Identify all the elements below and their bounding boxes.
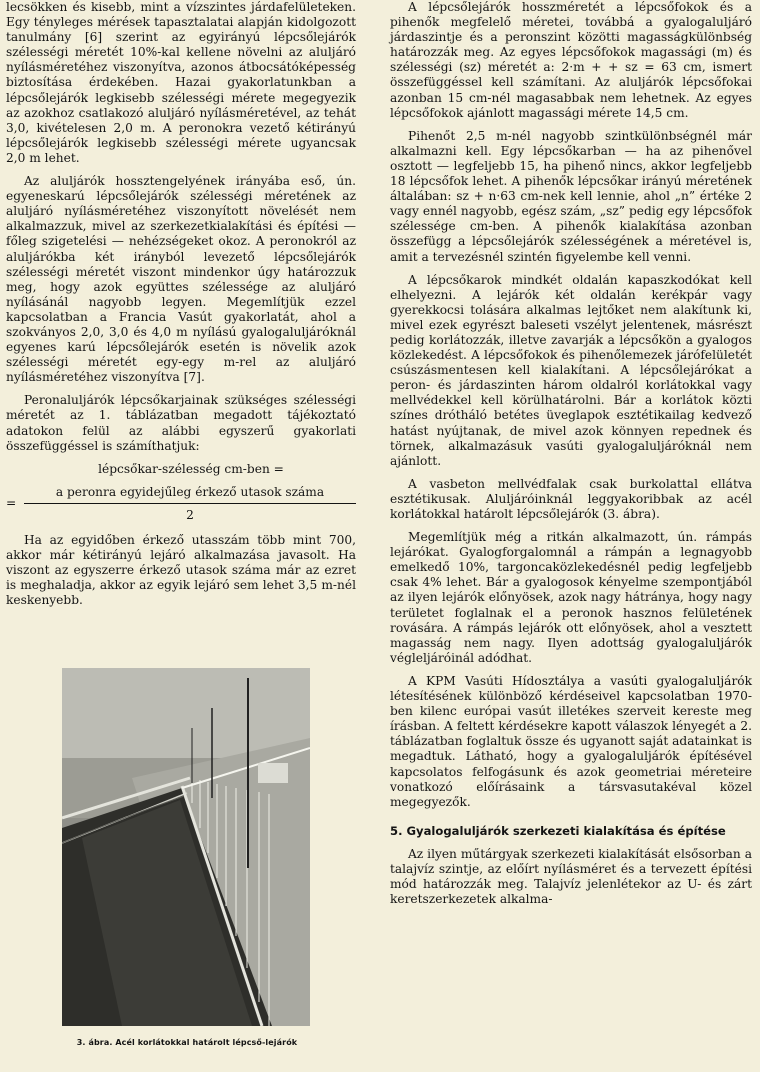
figure-3-photo — [62, 668, 310, 1026]
formula-denominator: 2 — [186, 507, 194, 522]
paragraph: Az aluljárók hossztengelyének irányába eső, ún. egyeneskarú lépcsőlejárók szélességi méretének az aluljáró nyílásméretéhez viszonyított növelését nem alkalmazzuk, mivel az szerkezetkialakítási és építési — főleg szigetelési — nehézségeket okoz. A peronokról az aluljárókba két irányból levezető lépcsőlejárók szélességi méretét viszont mindenkor úgy határozzuk meg, hogy azok együttes szélessége az aluljáró nyílásánál nagyobb legyen. Megemlítjük ezzel kapcsolatban a Francia Vasút gyakorlatát, ahol a szokványos 2,0, 3,0 és 4,0 m nyílású gyalogaluljáróknál egyenes karú lépcsőlejárók esetén is növelik azok szélességi méretét egy-egy m-rel az aluljáró nyílásméretéhez viszonyítva [7]. — [6, 174, 356, 385]
paragraph: A vasbeton mellvédfalak csak burkolattal ellátva esztétikusak. Aluljáróinknál leggyakoribbak az acél korlátokkal határolt lépcsőlejárók (3. ábra). — [390, 476, 752, 521]
paragraph: Az ilyen műtárgyak szerkezeti kialakítását elsősorban a talajvíz szintje, az előírt nyílásméret és a tervezett építési mód határozzák meg. Talajvíz jelenlétekor az U- és zárt keretszerkezetek alkalma- — [390, 846, 752, 907]
figure-caption: 3. ábra. Acél korlátokkal határolt lépcső-lejárók — [76, 1038, 298, 1047]
formula-equals: = — [6, 496, 17, 511]
left-column — [6, 0, 356, 616]
paragraph: lecsökken és kisebb, mint a vízszintes járdafelületeken. Egy tényleges mérések tapasztalatai alapján kidolgozott tanulmány [6] szerint az egyirányú lépcsőlejárók szélességi méretét 10%-kal kellene növelni az aluljáró nyílásméretéhez viszonyítva, azonos átbocsátóképesség biztosítása érdekében. Hazai gyakorlatunkban a lépcsőlejárók legkisebb szélességi mérete megegyezik az azokhoz csatlakozó aluljáró nyílásméretével, az tehát 3,0, kivételesen 2,0 m. A peronokra vezető kétirányú lépcsőlejárók legkisebb szélességi mérete ugyancsak 2,0 m lehet. — [6, 0, 356, 165]
paragraph: A lépcsőlejárók hosszméretét a lépcsőfokok és a pihenők megfelelő méretei, továbbá a gyalogaluljáró járdaszintje és a peronszint közötti magasságkülönbség határozzák meg. Az egyes lépcsőfokok magassági (m) és szélességi (sz) méretét a: 2·m + + sz = 63 cm, ismert összefüggéssel kell számítani. Az aluljárók lépcsőfokai azonban 15 cm-nél magasabbak nem lehetnek. Az egyes lépcsőfokok ajánlott magassági mérete 14,5 cm. — [390, 0, 752, 120]
paragraph: Peronaluljárók lépcsőkarjainak szükséges szélességi méretét az 1. táblázatban megadott tájékoztató adatokon felül az alábbi egyszerű gyakorlati összefüggéssel is számíthatjuk: — [6, 393, 356, 453]
paragraph: Megemlítjük még a ritkán alkalmazott, ún. rámpás lejárókat. Gyalogforgalomnál a rámpán a legnagyobb emelkedő 10%, targoncaközlekedésnél pedig legfeljebb csak 4% lehet. Bár a gyalogosok kényelme szempontjából az ilyen lejárók előnyösek, azok nagy hátránya, hogy nagy területet foglalnak el a peronok hasznos felületének rovására. A rámpás lejárók ott előnyösek, ahol a vesztett magasság nem nagy. Ilyen adottság gyalogaluljárók végleljáróinál adódhat. — [390, 530, 752, 665]
formula-numerator: a peronra egyidejűleg érkező utasok száma — [24, 485, 356, 504]
paragraph: A lépcsőkarok mindkét oldalán kapaszkodókat kell elhelyezni. A lejárók két oldalán kerékpár vagy gyerekkocsi tolására alkalmas lejtőket nem alakítunk ki, mivel ezek egyrészt baleseti vszélyt jelentenek, másrészt pedig korlátozzák, illetve zavarják a lépcsőkön a gyalogos közlekedést. A lépcsőfokok és pihenőlemezek járófelületét csúszásmentesen kell kialakítani. A lépcsőlejárókat a peron- és járdaszinten három oldalról korlátokkal vagy mellvédekkel kell körülhatárolni. Bár a korlátok közti színes drótháló betétes üveglapok esztétikailag kedvező hatást nyújtanak, de mivel azok könnyen repednek és törnek, alkalmazásuk vasúti gyalogaluljáróknál nem ajánlott. — [390, 272, 752, 468]
section-heading: 5. Gyalogaluljárók szerkezeti kialakítása és építése — [390, 823, 726, 838]
paragraph: A KPM Vasúti Hídosztálya a vasúti gyalogaluljárók létesítésének különböző kérdéseivel kapcsolatban 1970-ben kilenc európai vasút illetékes szerveit kereste meg írásban. A feltett kérdésekre kapott válaszok lényegét a 2. táblázatban foglaltuk össze és ugyanott saját adatainkat is megadtuk. Látható, hogy a gyalogaluljárók építésével kapcsolatos felfogásunk és azok geometriai méreteire vonatkozó előírásaink a társvasutakéval közel megegyezők. — [390, 673, 752, 809]
stair-width-formula — [6, 462, 356, 523]
paragraph: Pihenőt 2,5 m-nél nagyobb szintkülönbségnél már alkalmazni kell. Egy lépcsőkarban — ha az pihenővel osztott — legfeljebb 15, ha pihenő nincs, akkor legfeljebb 18 lépcsőfok lehet. A pihenők lépcsőkar irányú méretének általában: sz + n·63 cm-nek kell lennie, ahol „n” értéke 2 vagy ennél nagyobb, egész szám, „sz” pedig egy lépcsőfok szélessége cm-ben. A pihenők kialakítása azonban összefügg a lépcsőlejárók szélességének a méretével is, amit a tervezésnél szintén figyelembe kell venni. — [390, 128, 752, 264]
paragraph: Ha az egyidőben érkező utasszám több mint 700, akkor már kétirányú lejáró alkalmazása javasolt. Ha viszont az egyszerre érkező utasok száma már az ezret is meghaladja, akkor az egyik lejáró sem lehet 3,5 m-nél keskenyebb. — [6, 533, 356, 608]
formula-lhs: lépcsőkar-szélesség cm-ben = — [98, 461, 284, 476]
right-column — [390, 0, 752, 915]
